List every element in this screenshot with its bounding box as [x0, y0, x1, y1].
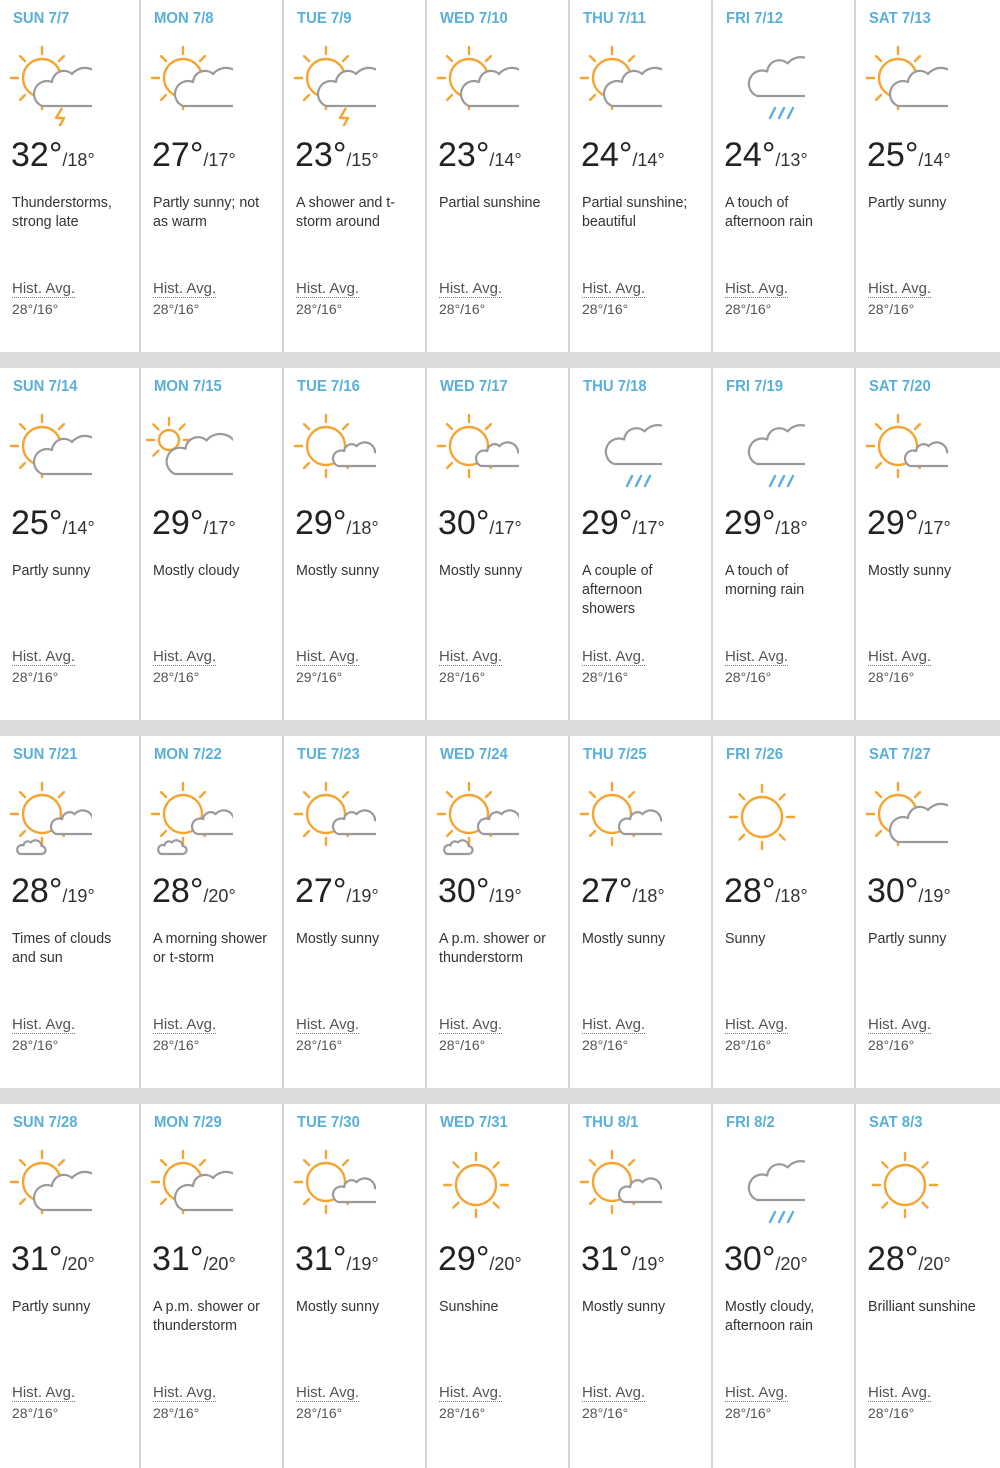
- hist-avg-label[interactable]: Hist. Avg.: [582, 1384, 646, 1401]
- cloud-rain-icon: [715, 404, 805, 494]
- sunny-icon: [429, 1140, 519, 1230]
- day-cell[interactable]: [713, 1104, 856, 1468]
- hist-avg-value: 28°/16°: [725, 301, 772, 317]
- week-row: [0, 736, 1000, 1104]
- hist-avg-label[interactable]: Hist. Avg.: [725, 648, 789, 665]
- day-date: MON 7/22: [154, 746, 222, 763]
- day-date: MON 7/29: [154, 1114, 222, 1131]
- day-cell[interactable]: [713, 0, 856, 352]
- forecast-phrase: Mostly sunny: [582, 1298, 666, 1315]
- high-temp: 28°: [11, 872, 63, 910]
- day-cell[interactable]: [427, 736, 570, 1088]
- day-cell[interactable]: [141, 0, 284, 352]
- high-temp: 28°: [724, 872, 776, 910]
- forecast-phrase: Thunderstorms, strong late: [12, 194, 112, 230]
- hist-avg-label[interactable]: Hist. Avg.: [868, 280, 932, 297]
- partly-sunny-icon: [572, 36, 662, 126]
- day-date: SUN 7/21: [13, 746, 78, 763]
- week-row: [0, 1104, 1000, 1468]
- forecast-phrase: Mostly cloudy, afternoon rain: [725, 1298, 815, 1334]
- partly-sunny-icon: [858, 772, 948, 862]
- forecast-phrase: Mostly sunny: [296, 930, 380, 947]
- high-temp: 29°: [295, 504, 347, 542]
- day-date: THU 7/25: [583, 746, 647, 763]
- low-temp: /20°: [775, 1254, 808, 1274]
- high-temp: 28°: [152, 872, 204, 910]
- high-temp: 31°: [11, 1240, 63, 1278]
- hist-avg-value: 28°/16°: [725, 1037, 772, 1053]
- day-cell[interactable]: [427, 0, 570, 352]
- day-cell[interactable]: [856, 368, 999, 720]
- forecast-phrase: A shower and t-storm around: [296, 194, 396, 230]
- day-date: SUN 7/14: [13, 378, 78, 395]
- day-date: WED 7/17: [440, 378, 508, 395]
- day-date: FRI 7/19: [726, 378, 784, 395]
- hist-avg-label[interactable]: Hist. Avg.: [439, 1384, 503, 1401]
- day-date: SAT 7/20: [869, 378, 931, 395]
- high-temp: 28°: [867, 1240, 919, 1278]
- hist-avg-label[interactable]: Hist. Avg.: [296, 280, 360, 297]
- high-temp: 29°: [867, 504, 919, 542]
- high-temp: 31°: [581, 1240, 633, 1278]
- high-temp: 23°: [295, 136, 347, 174]
- hist-avg-label[interactable]: Hist. Avg.: [296, 1384, 360, 1401]
- day-date: SAT 8/3: [869, 1114, 923, 1131]
- forecast-phrase: Partly sunny: [12, 1298, 91, 1315]
- sun-cloud-thunder-icon: [2, 36, 92, 126]
- low-temp: /14°: [632, 150, 665, 170]
- mostly-sunny-icon: [286, 772, 376, 862]
- hist-avg-label[interactable]: Hist. Avg.: [153, 648, 217, 665]
- partly-sunny-icon: [429, 36, 519, 126]
- low-temp: /20°: [918, 1254, 951, 1274]
- hist-avg-value: 29°/16°: [296, 669, 343, 685]
- high-temp: 30°: [724, 1240, 776, 1278]
- hist-avg-value: 28°/16°: [296, 1037, 343, 1053]
- hist-avg-label[interactable]: Hist. Avg.: [582, 648, 646, 665]
- hist-avg-label[interactable]: Hist. Avg.: [868, 648, 932, 665]
- hist-avg-value: 28°/16°: [153, 1405, 200, 1421]
- forecast-phrase: Mostly cloudy: [153, 562, 240, 579]
- high-temp: 25°: [867, 136, 919, 174]
- hist-avg-label[interactable]: Hist. Avg.: [12, 1384, 76, 1401]
- day-cell[interactable]: [284, 0, 427, 352]
- hist-avg-label[interactable]: Hist. Avg.: [153, 1016, 217, 1033]
- hist-avg-value: 28°/16°: [296, 301, 343, 317]
- low-temp: /14°: [62, 518, 95, 538]
- day-date: TUE 7/30: [297, 1114, 360, 1131]
- low-temp: /19°: [918, 886, 951, 906]
- cloud-rain-icon: [715, 36, 805, 126]
- low-temp: /19°: [632, 1254, 665, 1274]
- day-cell[interactable]: [284, 368, 427, 720]
- hist-avg-value: 28°/16°: [868, 1405, 915, 1421]
- hist-avg-value: 28°/16°: [868, 669, 915, 685]
- low-temp: /19°: [346, 1254, 379, 1274]
- day-date: FRI 8/2: [726, 1114, 775, 1131]
- week-row: [0, 0, 1000, 368]
- hist-avg-value: 28°/16°: [153, 669, 200, 685]
- low-temp: /13°: [775, 150, 808, 170]
- day-cell[interactable]: [0, 0, 141, 352]
- low-temp: /20°: [489, 1254, 522, 1274]
- mostly-sunny-icon: [858, 404, 948, 494]
- mostly-sunny-icon: [572, 772, 662, 862]
- sun-cloud-thunder-icon: [286, 36, 376, 126]
- forecast-phrase: Mostly sunny: [582, 930, 666, 947]
- forecast-phrase: Partly sunny: [12, 562, 91, 579]
- day-cell[interactable]: [427, 1104, 570, 1468]
- hist-avg-value: 28°/16°: [582, 1037, 629, 1053]
- hist-avg-value: 28°/16°: [439, 1405, 486, 1421]
- day-cell[interactable]: [141, 736, 284, 1088]
- week-row: [0, 368, 1000, 736]
- hist-avg-value: 28°/16°: [582, 301, 629, 317]
- low-temp: /18°: [632, 886, 665, 906]
- clouds-and-sun-icon: [143, 772, 233, 862]
- day-date: WED 7/24: [440, 746, 508, 763]
- hist-avg-value: 28°/16°: [582, 1405, 629, 1421]
- low-temp: /14°: [918, 150, 951, 170]
- low-temp: /18°: [775, 886, 808, 906]
- forecast-phrase: Mostly sunny: [296, 1298, 380, 1315]
- forecast-phrase: Partial sunshine; beautiful: [582, 194, 688, 230]
- forecast-phrase: Partly sunny: [868, 194, 947, 211]
- hist-avg-value: 28°/16°: [12, 1037, 59, 1053]
- low-temp: /17°: [632, 518, 665, 538]
- day-cell[interactable]: [0, 1104, 141, 1468]
- forecast-phrase: A p.m. shower or thunderstorm: [153, 1298, 260, 1334]
- hist-avg-label[interactable]: Hist. Avg.: [725, 1384, 789, 1401]
- day-cell[interactable]: [713, 368, 856, 720]
- day-cell[interactable]: [427, 368, 570, 720]
- day-date: MON 7/8: [154, 10, 214, 27]
- hist-avg-value: 28°/16°: [439, 669, 486, 685]
- low-temp: /17°: [489, 518, 522, 538]
- mostly-sunny-icon: [429, 404, 519, 494]
- hist-avg-label[interactable]: Hist. Avg.: [868, 1016, 932, 1033]
- high-temp: 29°: [581, 504, 633, 542]
- hist-avg-value: 28°/16°: [582, 669, 629, 685]
- hist-avg-value: 28°/16°: [439, 301, 486, 317]
- hist-avg-label[interactable]: Hist. Avg.: [153, 280, 217, 297]
- day-cell[interactable]: [713, 736, 856, 1088]
- hist-avg-label[interactable]: Hist. Avg.: [296, 1016, 360, 1033]
- day-cell[interactable]: [0, 736, 141, 1088]
- high-temp: 30°: [438, 872, 490, 910]
- forecast-phrase: Times of clouds and sun: [12, 930, 112, 966]
- low-temp: /18°: [346, 518, 379, 538]
- day-cell[interactable]: [141, 1104, 284, 1468]
- forecast-phrase: Sunshine: [439, 1298, 499, 1315]
- forecast-phrase: Partly sunny: [868, 930, 947, 947]
- hist-avg-value: 28°/16°: [296, 1405, 343, 1421]
- high-temp: 24°: [724, 136, 776, 174]
- hist-avg-value: 28°/16°: [725, 669, 772, 685]
- hist-avg-value: 28°/16°: [725, 1405, 772, 1421]
- day-cell[interactable]: [856, 1104, 999, 1468]
- forecast-phrase: A morning shower or t-storm: [153, 930, 268, 966]
- hist-avg-label[interactable]: Hist. Avg.: [725, 1016, 789, 1033]
- forecast-phrase: Brilliant sunshine: [868, 1298, 976, 1315]
- high-temp: 27°: [152, 136, 204, 174]
- hist-avg-value: 28°/16°: [12, 301, 59, 317]
- clouds-and-sun-icon: [429, 772, 519, 862]
- day-cell[interactable]: [284, 736, 427, 1088]
- day-cell[interactable]: [284, 1104, 427, 1468]
- hist-avg-label[interactable]: Hist. Avg.: [439, 280, 503, 297]
- day-cell[interactable]: [856, 0, 999, 352]
- high-temp: 27°: [295, 872, 347, 910]
- day-cell[interactable]: [141, 368, 284, 720]
- low-temp: /18°: [62, 150, 95, 170]
- mostly-sunny-icon: [286, 404, 376, 494]
- hist-avg-label[interactable]: Hist. Avg.: [12, 648, 76, 665]
- forecast-phrase: A couple of afternoon showers: [582, 562, 653, 617]
- high-temp: 30°: [867, 872, 919, 910]
- low-temp: /20°: [203, 1254, 236, 1274]
- low-temp: /19°: [62, 886, 95, 906]
- day-date: MON 7/15: [154, 378, 222, 395]
- low-temp: /17°: [203, 518, 236, 538]
- hist-avg-label[interactable]: Hist. Avg.: [582, 280, 646, 297]
- high-temp: 23°: [438, 136, 490, 174]
- hist-avg-value: 28°/16°: [868, 301, 915, 317]
- partly-sunny-icon: [143, 36, 233, 126]
- hist-avg-label[interactable]: Hist. Avg.: [725, 280, 789, 297]
- mostly-sunny-icon: [572, 1140, 662, 1230]
- low-temp: /17°: [203, 150, 236, 170]
- day-date: WED 7/31: [440, 1114, 508, 1131]
- day-date: SAT 7/13: [869, 10, 931, 27]
- low-temp: /18°: [775, 518, 808, 538]
- forecast-phrase: Mostly sunny: [868, 562, 952, 579]
- hist-avg-label[interactable]: Hist. Avg.: [582, 1016, 646, 1033]
- high-temp: 29°: [438, 1240, 490, 1278]
- partly-sunny-icon: [2, 404, 92, 494]
- day-date: TUE 7/9: [297, 10, 352, 27]
- low-temp: /20°: [62, 1254, 95, 1274]
- sunny-icon: [715, 772, 805, 862]
- partly-sunny-icon: [143, 1140, 233, 1230]
- high-temp: 27°: [581, 872, 633, 910]
- day-date: TUE 7/16: [297, 378, 360, 395]
- cloud-rain-icon: [715, 1140, 805, 1230]
- forecast-phrase: A p.m. shower or thunderstorm: [439, 930, 546, 966]
- forecast-phrase: Partial sunshine: [439, 194, 541, 211]
- day-date: THU 7/11: [583, 10, 646, 27]
- high-temp: 31°: [295, 1240, 347, 1278]
- low-temp: /14°: [489, 150, 522, 170]
- low-temp: /19°: [489, 886, 522, 906]
- high-temp: 25°: [11, 504, 63, 542]
- day-cell[interactable]: [570, 0, 713, 352]
- clouds-and-sun-icon: [2, 772, 92, 862]
- low-temp: /17°: [918, 518, 951, 538]
- day-date: SUN 7/28: [13, 1114, 78, 1131]
- day-date: FRI 7/12: [726, 10, 784, 27]
- partly-sunny-icon: [858, 36, 948, 126]
- hist-avg-label[interactable]: Hist. Avg.: [868, 1384, 932, 1401]
- day-date: THU 8/1: [583, 1114, 639, 1131]
- hist-avg-label[interactable]: Hist. Avg.: [439, 648, 503, 665]
- mostly-sunny-icon: [286, 1140, 376, 1230]
- hist-avg-label[interactable]: Hist. Avg.: [296, 648, 360, 665]
- hist-avg-label[interactable]: Hist. Avg.: [153, 1384, 217, 1401]
- day-date: WED 7/10: [440, 10, 508, 27]
- low-temp: /19°: [346, 886, 379, 906]
- hist-avg-label[interactable]: Hist. Avg.: [12, 1016, 76, 1033]
- day-cell[interactable]: [570, 1104, 713, 1468]
- high-temp: 29°: [724, 504, 776, 542]
- mostly-cloudy-icon: [143, 404, 233, 494]
- hist-avg-value: 28°/16°: [439, 1037, 486, 1053]
- sunny-icon: [858, 1140, 948, 1230]
- low-temp: /20°: [203, 886, 236, 906]
- forecast-phrase: Mostly sunny: [439, 562, 523, 579]
- high-temp: 32°: [11, 136, 63, 174]
- hist-avg-value: 28°/16°: [868, 1037, 915, 1053]
- day-date: SUN 7/7: [13, 10, 70, 27]
- partly-sunny-icon: [2, 1140, 92, 1230]
- day-cell[interactable]: [570, 368, 713, 720]
- hist-avg-value: 28°/16°: [153, 1037, 200, 1053]
- high-temp: 31°: [152, 1240, 204, 1278]
- forecast-phrase: A touch of afternoon rain: [725, 194, 813, 230]
- day-cell[interactable]: [856, 736, 999, 1088]
- forecast-phrase: Mostly sunny: [296, 562, 380, 579]
- forecast-phrase: Sunny: [725, 930, 766, 947]
- forecast-phrase: Partly sunny; not as warm: [153, 194, 260, 230]
- high-temp: 30°: [438, 504, 490, 542]
- day-cell[interactable]: [570, 736, 713, 1088]
- day-date: FRI 7/26: [726, 746, 784, 763]
- forecast-phrase: A touch of morning rain: [725, 562, 805, 598]
- hist-avg-value: 28°/16°: [12, 669, 59, 685]
- hist-avg-value: 28°/16°: [12, 1405, 59, 1421]
- day-date: TUE 7/23: [297, 746, 360, 763]
- high-temp: 24°: [581, 136, 633, 174]
- hist-avg-value: 28°/16°: [153, 301, 200, 317]
- high-temp: 29°: [152, 504, 204, 542]
- day-date: THU 7/18: [583, 378, 647, 395]
- hist-avg-label[interactable]: Hist. Avg.: [439, 1016, 503, 1033]
- hist-avg-label[interactable]: Hist. Avg.: [12, 280, 76, 297]
- low-temp: /15°: [346, 150, 379, 170]
- cloud-rain-icon: [572, 404, 662, 494]
- day-date: SAT 7/27: [869, 746, 931, 763]
- day-cell[interactable]: [0, 368, 141, 720]
